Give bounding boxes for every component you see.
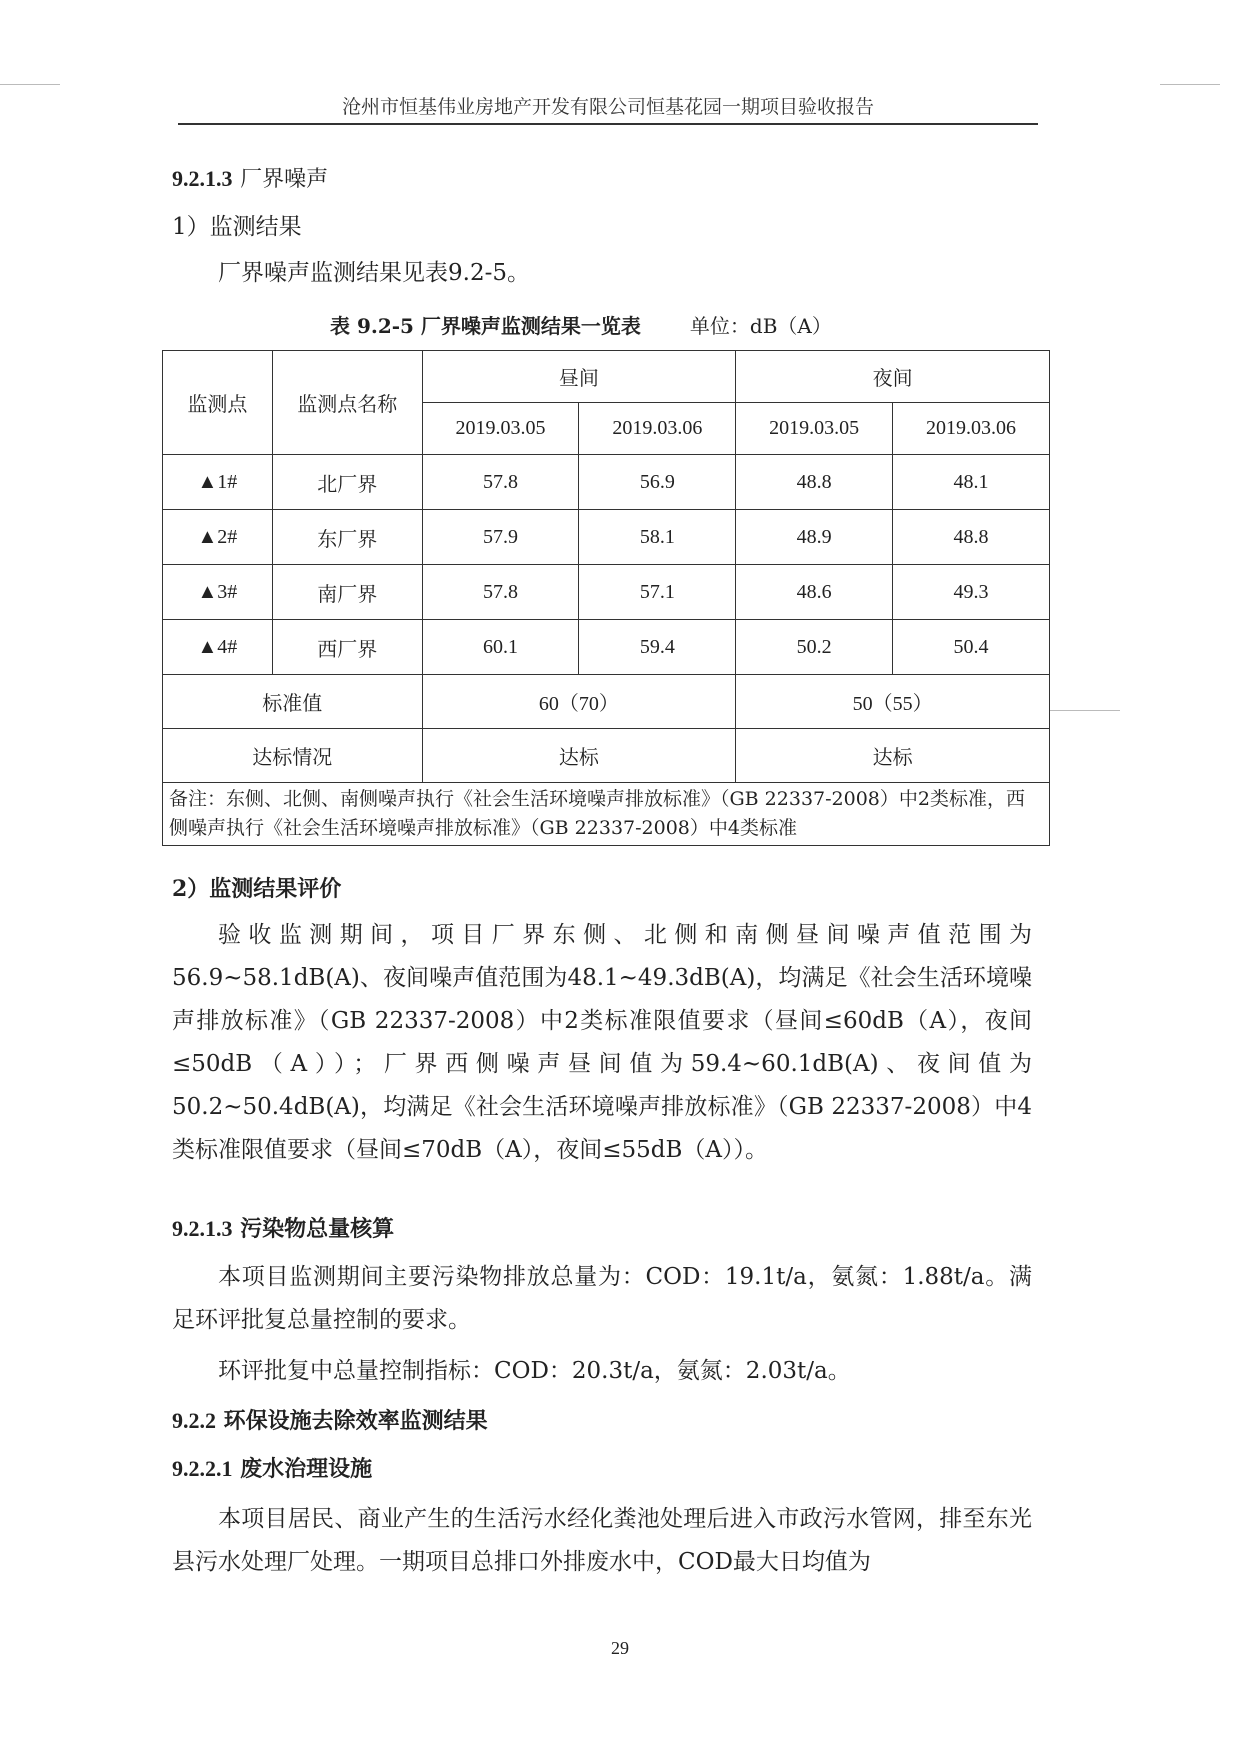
cell-value: 50.4 — [893, 620, 1050, 675]
pollutant-paragraph: 本项目监测期间主要污染物排放总量为：COD：19.1t/a，氨氮：1.88t/a。满足环评批复总量控制的要求。 — [172, 1264, 1032, 1333]
subheading-evaluation: 2）监测结果评价 — [172, 876, 342, 902]
noise-results-table — [162, 350, 1050, 846]
cell-value: 56.9 — [579, 455, 736, 510]
header-date: 2019.03.05 — [736, 403, 893, 455]
header-date: 2019.03.05 — [422, 403, 579, 455]
cell-name: 南厂界 — [272, 565, 422, 620]
cell-value: 48.6 — [736, 565, 893, 620]
note-row — [163, 783, 1050, 846]
header-date: 2019.03.06 — [893, 403, 1050, 455]
table-row — [163, 620, 1050, 675]
cell-value: 50.2 — [736, 620, 893, 675]
cell-value: 57.9 — [422, 510, 579, 565]
section-number: 9.2.1.3 — [172, 166, 233, 191]
section-number: 9.2.1.3 — [172, 1216, 233, 1241]
table-row — [163, 455, 1050, 510]
cell-value: 57.1 — [579, 565, 736, 620]
section-heading-noise — [172, 162, 328, 193]
cell-point: ▲1# — [163, 455, 273, 510]
header-day: 昼间 — [422, 351, 736, 403]
cell-point: ▲3# — [163, 565, 273, 620]
section-heading-wastewater — [172, 1452, 372, 1483]
cell-value: 59.4 — [579, 620, 736, 675]
standard-day: 60（70） — [422, 675, 736, 729]
section-number: 9.2.2.1 — [172, 1456, 233, 1481]
cell-point: ▲2# — [163, 510, 273, 565]
compliance-row — [163, 729, 1050, 783]
cell-value: 58.1 — [579, 510, 736, 565]
cell-value: 48.8 — [893, 510, 1050, 565]
cell-value: 60.1 — [422, 620, 579, 675]
cell-value: 48.1 — [893, 455, 1050, 510]
section-title: 厂界噪声 — [240, 167, 329, 192]
cell-name: 北厂界 — [272, 455, 422, 510]
table-caption — [330, 310, 832, 339]
evaluation-paragraph: 验收监测期间，项目厂界东侧、北侧和南侧昼间噪声值范围为56.9~58.1dB(A)、夜间噪声值范围为48.1~49.3dB(A)，均满足《社会生活环境噪声排放标准》（GB 22337-2008）中2类标准限值要求（昼间≤60dB（A），夜间≤50dB（A））；厂界西侧噪声昼间值为59.4~60.1dB(A)、夜间值为50.2~50.4dB(A)，均满足《社会生活环境噪声排放标准》（GB 22337-2008）中4类标准限值要求（昼间≤70dB（A），夜间≤55dB（A））。 — [172, 922, 1032, 1163]
section-heading-efficiency — [172, 1404, 488, 1435]
scan-artifact — [0, 84, 60, 85]
cell-value: 57.8 — [422, 565, 579, 620]
quota-paragraph: 环评批复中总量控制指标：COD：20.3t/a，氨氮：2.03t/a。 — [218, 1358, 851, 1384]
section-title: 环保设施去除效率监测结果 — [223, 1408, 488, 1434]
compliance-night: 达标 — [736, 729, 1050, 783]
wastewater-paragraph: 本项目居民、商业产生的生活污水经化粪池处理后进入市政污水管网，排至东光县污水处理厂处理。一期项目总排口外排废水中，COD最大日均值为 — [172, 1506, 1032, 1575]
standard-night: 50（55） — [736, 675, 1050, 729]
scan-artifact — [1160, 84, 1220, 85]
header-point: 监测点 — [163, 351, 273, 455]
section-title: 污染物总量核算 — [240, 1216, 395, 1242]
page-header: 沧州市恒基伟业房地产开发有限公司恒基花园一期项目验收报告 — [178, 92, 1038, 125]
header-night: 夜间 — [736, 351, 1050, 403]
subheading-results: 1）监测结果 — [172, 214, 302, 240]
header-date: 2019.03.06 — [579, 403, 736, 455]
cell-value: 57.8 — [422, 455, 579, 510]
cell-value: 48.8 — [736, 455, 893, 510]
cell-value: 48.9 — [736, 510, 893, 565]
section-number: 9.2.2 — [172, 1408, 216, 1433]
section-title: 废水治理设施 — [240, 1456, 373, 1482]
cell-point: ▲4# — [163, 620, 273, 675]
standard-label: 标准值 — [163, 675, 423, 729]
standard-row — [163, 675, 1050, 729]
cell-value: 49.3 — [893, 565, 1050, 620]
table-note: 备注：东侧、北侧、南侧噪声执行《社会生活环境噪声排放标准》（GB 22337-2008）中2类标准，西侧噪声执行《社会生活环境噪声排放标准》（GB 22337-2008）中4类标准 — [163, 783, 1050, 846]
compliance-day: 达标 — [422, 729, 736, 783]
cell-name: 西厂界 — [272, 620, 422, 675]
intro-paragraph: 厂界噪声监测结果见表9.2-5。 — [218, 260, 530, 286]
compliance-label: 达标情况 — [163, 729, 423, 783]
table-row — [163, 510, 1050, 565]
cell-name: 东厂界 — [272, 510, 422, 565]
section-heading-pollutant — [172, 1212, 394, 1243]
caption-text: 表 9.2-5 厂界噪声监测结果一览表 — [330, 314, 641, 338]
header-name: 监测点名称 — [272, 351, 422, 455]
page-number: 29 — [611, 1638, 629, 1658]
caption-unit: 单位：dB（A） — [689, 314, 832, 338]
scan-artifact — [1050, 710, 1120, 711]
table-row — [163, 565, 1050, 620]
